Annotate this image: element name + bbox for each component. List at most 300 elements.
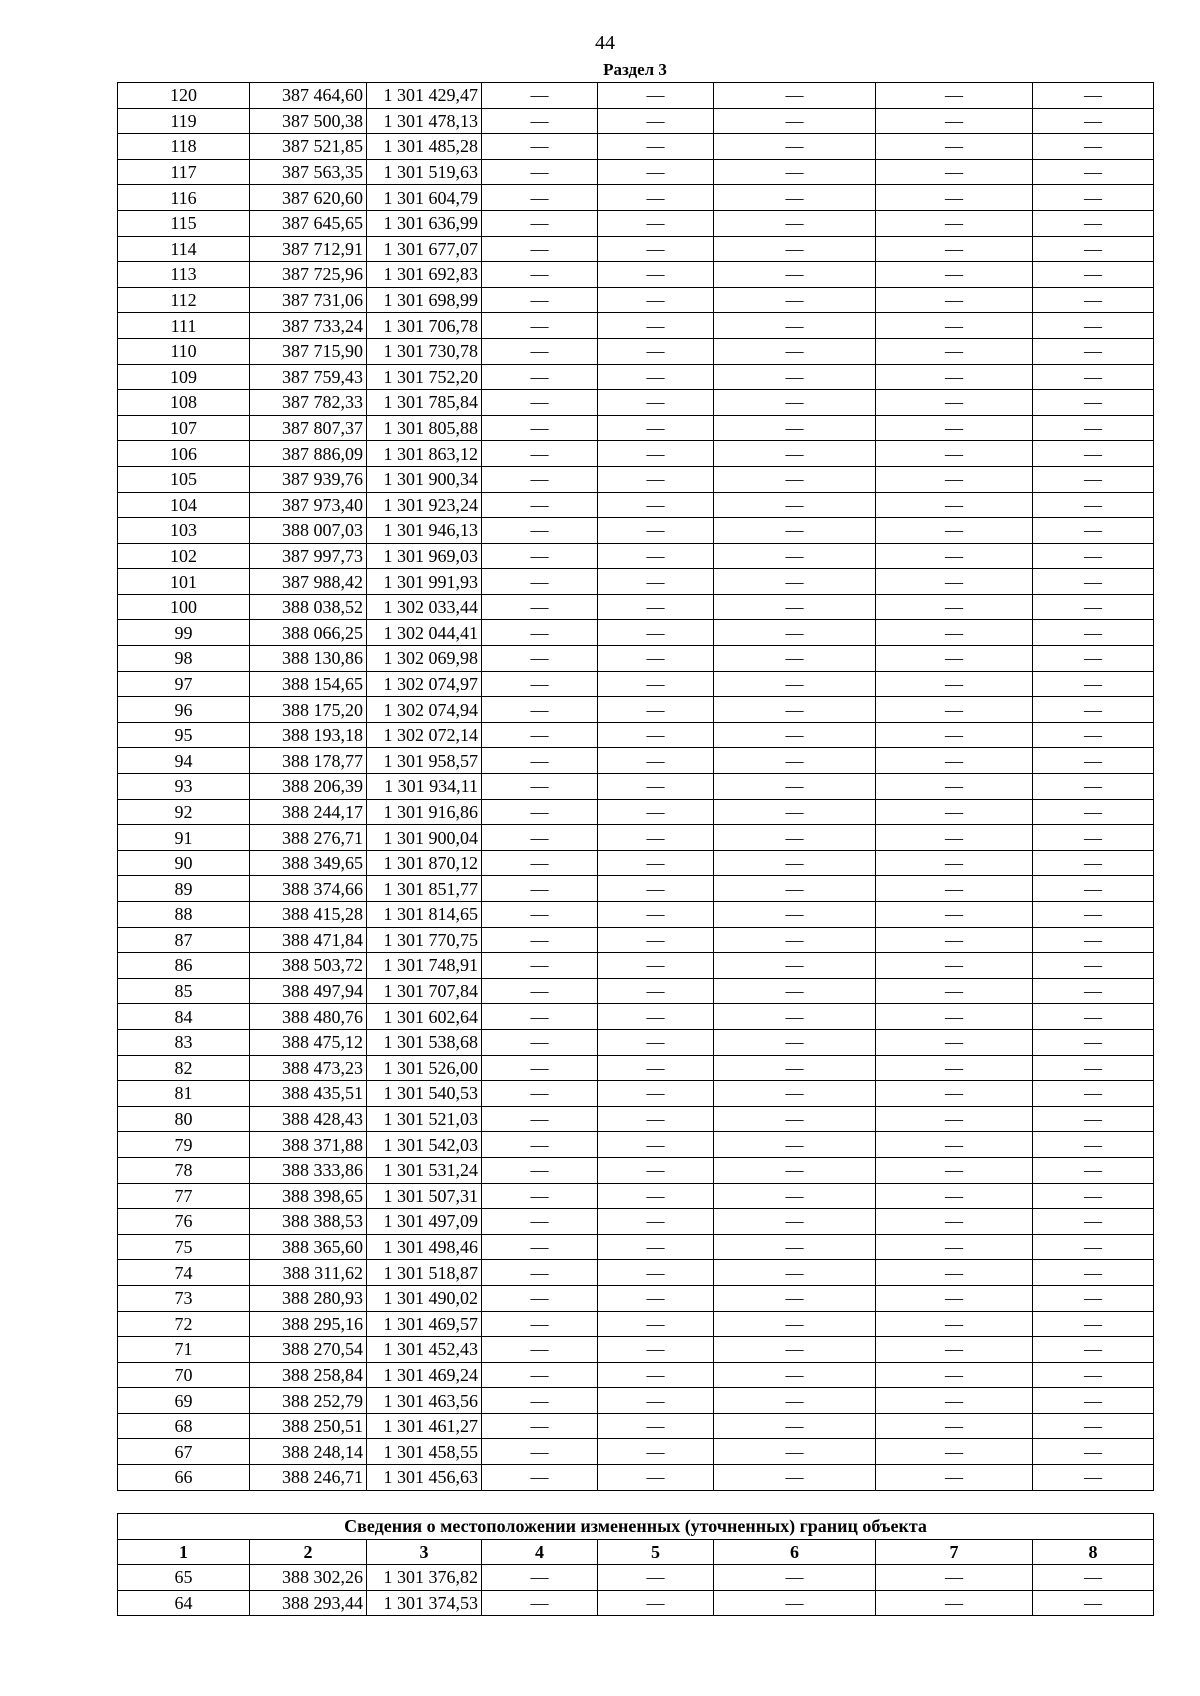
dash-cell: — bbox=[876, 799, 1033, 825]
dash-cell: — bbox=[598, 1183, 714, 1209]
table-row bbox=[118, 210, 1154, 236]
dash-cell: — bbox=[598, 1388, 714, 1414]
y-coordinate-cell: 1 301 991,93 bbox=[367, 569, 482, 595]
dash-cell: — bbox=[482, 620, 598, 646]
dash-cell: — bbox=[598, 313, 714, 339]
dash-cell: — bbox=[482, 1132, 598, 1158]
dash-cell: — bbox=[714, 543, 876, 569]
x-coordinate-cell: 388 497,94 bbox=[250, 978, 367, 1004]
y-coordinate-cell: 1 301 934,11 bbox=[367, 774, 482, 800]
dash-cell: — bbox=[876, 1183, 1033, 1209]
dash-cell: — bbox=[1033, 441, 1154, 467]
dash-cell: — bbox=[482, 1311, 598, 1337]
point-number-cell: 119 bbox=[118, 108, 250, 134]
dash-cell: — bbox=[598, 83, 714, 109]
dash-cell: — bbox=[598, 1565, 714, 1591]
dash-cell: — bbox=[598, 1004, 714, 1030]
point-number-cell: 91 bbox=[118, 825, 250, 851]
column-number-header: 7 bbox=[876, 1539, 1033, 1565]
point-number-cell: 78 bbox=[118, 1157, 250, 1183]
point-number-cell: 73 bbox=[118, 1285, 250, 1311]
dash-cell: — bbox=[598, 902, 714, 928]
y-coordinate-cell: 1 301 376,82 bbox=[367, 1565, 482, 1591]
x-coordinate-cell: 388 302,26 bbox=[250, 1565, 367, 1591]
dash-cell: — bbox=[598, 185, 714, 211]
dash-cell: — bbox=[482, 1362, 598, 1388]
table-row bbox=[118, 1029, 1154, 1055]
dash-cell: — bbox=[482, 492, 598, 518]
dash-cell: — bbox=[714, 1004, 876, 1030]
dash-cell: — bbox=[1033, 1260, 1154, 1286]
x-coordinate-cell: 388 206,39 bbox=[250, 774, 367, 800]
dash-cell: — bbox=[1033, 978, 1154, 1004]
x-coordinate-cell: 388 471,84 bbox=[250, 927, 367, 953]
dash-cell: — bbox=[714, 1311, 876, 1337]
y-coordinate-cell: 1 301 692,83 bbox=[367, 262, 482, 288]
dash-cell: — bbox=[482, 313, 598, 339]
point-number-cell: 89 bbox=[118, 876, 250, 902]
table-row bbox=[118, 364, 1154, 390]
table-row bbox=[118, 1106, 1154, 1132]
column-number-header: 6 bbox=[714, 1539, 876, 1565]
dash-cell: — bbox=[714, 441, 876, 467]
x-coordinate-cell: 388 388,53 bbox=[250, 1209, 367, 1235]
dash-cell: — bbox=[598, 1260, 714, 1286]
point-number-cell: 103 bbox=[118, 518, 250, 544]
dash-cell: — bbox=[876, 748, 1033, 774]
dash-cell: — bbox=[714, 774, 876, 800]
dash-cell: — bbox=[876, 1029, 1033, 1055]
table-row bbox=[118, 1337, 1154, 1363]
y-coordinate-cell: 1 301 785,84 bbox=[367, 390, 482, 416]
x-coordinate-cell: 388 038,52 bbox=[250, 594, 367, 620]
dash-cell: — bbox=[1033, 927, 1154, 953]
table-row bbox=[118, 646, 1154, 672]
dash-cell: — bbox=[482, 1004, 598, 1030]
point-number-cell: 110 bbox=[118, 338, 250, 364]
dash-cell: — bbox=[1033, 236, 1154, 262]
dash-cell: — bbox=[598, 1465, 714, 1491]
dash-cell: — bbox=[482, 1439, 598, 1465]
dash-cell: — bbox=[598, 620, 714, 646]
dash-cell: — bbox=[598, 876, 714, 902]
dash-cell: — bbox=[1033, 364, 1154, 390]
table-row bbox=[118, 1439, 1154, 1465]
point-number-cell: 104 bbox=[118, 492, 250, 518]
x-coordinate-cell: 388 374,66 bbox=[250, 876, 367, 902]
dash-cell: — bbox=[714, 492, 876, 518]
dash-cell: — bbox=[876, 287, 1033, 313]
dash-cell: — bbox=[876, 313, 1033, 339]
dash-cell: — bbox=[598, 1132, 714, 1158]
dash-cell: — bbox=[876, 569, 1033, 595]
dash-cell: — bbox=[876, 1004, 1033, 1030]
x-coordinate-cell: 387 715,90 bbox=[250, 338, 367, 364]
dash-cell: — bbox=[714, 1234, 876, 1260]
dash-cell: — bbox=[714, 825, 876, 851]
dash-cell: — bbox=[714, 671, 876, 697]
x-coordinate-cell: 388 250,51 bbox=[250, 1413, 367, 1439]
dash-cell: — bbox=[482, 1055, 598, 1081]
point-number-cell: 87 bbox=[118, 927, 250, 953]
point-number-cell: 75 bbox=[118, 1234, 250, 1260]
x-coordinate-cell: 387 807,37 bbox=[250, 415, 367, 441]
table-row bbox=[118, 441, 1154, 467]
dash-cell: — bbox=[876, 1311, 1033, 1337]
dash-cell: — bbox=[598, 594, 714, 620]
dash-cell: — bbox=[482, 185, 598, 211]
dash-cell: — bbox=[482, 1106, 598, 1132]
dash-cell: — bbox=[1033, 799, 1154, 825]
dash-cell: — bbox=[876, 927, 1033, 953]
x-coordinate-cell: 388 480,76 bbox=[250, 1004, 367, 1030]
x-coordinate-cell: 388 007,03 bbox=[250, 518, 367, 544]
x-coordinate-cell: 388 435,51 bbox=[250, 1081, 367, 1107]
dash-cell: — bbox=[876, 671, 1033, 697]
x-coordinate-cell: 387 733,24 bbox=[250, 313, 367, 339]
dash-cell: — bbox=[714, 1029, 876, 1055]
y-coordinate-cell: 1 301 602,64 bbox=[367, 1004, 482, 1030]
dash-cell: — bbox=[714, 83, 876, 109]
dash-cell: — bbox=[714, 799, 876, 825]
table-row bbox=[118, 134, 1154, 160]
table-row bbox=[118, 1209, 1154, 1235]
x-coordinate-cell: 388 246,71 bbox=[250, 1465, 367, 1491]
dash-cell: — bbox=[482, 1157, 598, 1183]
table-row bbox=[118, 1004, 1154, 1030]
table-row bbox=[118, 466, 1154, 492]
table-row bbox=[118, 620, 1154, 646]
dash-cell: — bbox=[482, 1260, 598, 1286]
dash-cell: — bbox=[598, 1106, 714, 1132]
point-number-cell: 94 bbox=[118, 748, 250, 774]
dash-cell: — bbox=[598, 415, 714, 441]
point-number-cell: 113 bbox=[118, 262, 250, 288]
x-coordinate-cell: 387 645,65 bbox=[250, 210, 367, 236]
dash-cell: — bbox=[482, 876, 598, 902]
y-coordinate-cell: 1 301 519,63 bbox=[367, 159, 482, 185]
y-coordinate-cell: 1 301 730,78 bbox=[367, 338, 482, 364]
dash-cell: — bbox=[482, 671, 598, 697]
dash-cell: — bbox=[598, 1413, 714, 1439]
dash-cell: — bbox=[598, 390, 714, 416]
point-number-cell: 84 bbox=[118, 1004, 250, 1030]
dash-cell: — bbox=[598, 1337, 714, 1363]
x-coordinate-cell: 388 475,12 bbox=[250, 1029, 367, 1055]
dash-cell: — bbox=[482, 1285, 598, 1311]
y-coordinate-cell: 1 301 497,09 bbox=[367, 1209, 482, 1235]
dash-cell: — bbox=[598, 1590, 714, 1616]
dash-cell: — bbox=[714, 953, 876, 979]
column-number-header: 1 bbox=[118, 1539, 250, 1565]
table-row bbox=[118, 518, 1154, 544]
dash-cell: — bbox=[714, 876, 876, 902]
table-row bbox=[118, 1285, 1154, 1311]
y-coordinate-cell: 1 301 814,65 bbox=[367, 902, 482, 928]
dash-cell: — bbox=[1033, 1132, 1154, 1158]
dash-cell: — bbox=[1033, 1311, 1154, 1337]
table-caption-row bbox=[118, 1514, 1154, 1540]
table-row bbox=[118, 236, 1154, 262]
y-coordinate-cell: 1 302 069,98 bbox=[367, 646, 482, 672]
dash-cell: — bbox=[598, 1209, 714, 1235]
point-number-cell: 85 bbox=[118, 978, 250, 1004]
dash-cell: — bbox=[598, 441, 714, 467]
table-row bbox=[118, 978, 1154, 1004]
dash-cell: — bbox=[598, 1157, 714, 1183]
dash-cell: — bbox=[482, 569, 598, 595]
dash-cell: — bbox=[1033, 338, 1154, 364]
table-row bbox=[118, 543, 1154, 569]
dash-cell: — bbox=[714, 620, 876, 646]
dash-cell: — bbox=[714, 1388, 876, 1414]
point-number-cell: 67 bbox=[118, 1439, 250, 1465]
dash-cell: — bbox=[876, 390, 1033, 416]
point-number-cell: 118 bbox=[118, 134, 250, 160]
dash-cell: — bbox=[598, 262, 714, 288]
dash-cell: — bbox=[1033, 1590, 1154, 1616]
y-coordinate-cell: 1 301 498,46 bbox=[367, 1234, 482, 1260]
dash-cell: — bbox=[482, 748, 598, 774]
table-row bbox=[118, 774, 1154, 800]
x-coordinate-cell: 387 988,42 bbox=[250, 569, 367, 595]
dash-cell: — bbox=[876, 1106, 1033, 1132]
dash-cell: — bbox=[1033, 1337, 1154, 1363]
dash-cell: — bbox=[1033, 697, 1154, 723]
dash-cell: — bbox=[482, 697, 598, 723]
dash-cell: — bbox=[714, 518, 876, 544]
y-coordinate-cell: 1 301 707,84 bbox=[367, 978, 482, 1004]
x-coordinate-cell: 388 252,79 bbox=[250, 1388, 367, 1414]
x-coordinate-cell: 388 258,84 bbox=[250, 1362, 367, 1388]
dash-cell: — bbox=[482, 390, 598, 416]
dash-cell: — bbox=[876, 210, 1033, 236]
y-coordinate-cell: 1 301 698,99 bbox=[367, 287, 482, 313]
dash-cell: — bbox=[1033, 83, 1154, 109]
point-number-cell: 102 bbox=[118, 543, 250, 569]
dash-cell: — bbox=[1033, 1388, 1154, 1414]
point-number-cell: 72 bbox=[118, 1311, 250, 1337]
dash-cell: — bbox=[876, 1439, 1033, 1465]
y-coordinate-cell: 1 301 636,99 bbox=[367, 210, 482, 236]
x-coordinate-cell: 387 464,60 bbox=[250, 83, 367, 109]
x-coordinate-cell: 388 371,88 bbox=[250, 1132, 367, 1158]
point-number-cell: 90 bbox=[118, 850, 250, 876]
dash-cell: — bbox=[1033, 210, 1154, 236]
x-coordinate-cell: 387 500,38 bbox=[250, 108, 367, 134]
dash-cell: — bbox=[482, 799, 598, 825]
dash-cell: — bbox=[598, 492, 714, 518]
dash-cell: — bbox=[598, 108, 714, 134]
dash-cell: — bbox=[598, 134, 714, 160]
x-coordinate-cell: 388 248,14 bbox=[250, 1439, 367, 1465]
dash-cell: — bbox=[482, 1413, 598, 1439]
dash-cell: — bbox=[482, 159, 598, 185]
dash-cell: — bbox=[1033, 1234, 1154, 1260]
dash-cell: — bbox=[714, 850, 876, 876]
point-number-cell: 97 bbox=[118, 671, 250, 697]
table-row bbox=[118, 850, 1154, 876]
dash-cell: — bbox=[714, 646, 876, 672]
dash-cell: — bbox=[1033, 185, 1154, 211]
dash-cell: — bbox=[482, 850, 598, 876]
dash-cell: — bbox=[1033, 262, 1154, 288]
dash-cell: — bbox=[482, 441, 598, 467]
y-coordinate-cell: 1 301 706,78 bbox=[367, 313, 482, 339]
dash-cell: — bbox=[598, 850, 714, 876]
table-row bbox=[118, 390, 1154, 416]
point-number-cell: 117 bbox=[118, 159, 250, 185]
dash-cell: — bbox=[598, 518, 714, 544]
x-coordinate-cell: 388 130,86 bbox=[250, 646, 367, 672]
point-number-cell: 95 bbox=[118, 722, 250, 748]
x-coordinate-cell: 387 620,60 bbox=[250, 185, 367, 211]
y-coordinate-cell: 1 302 033,44 bbox=[367, 594, 482, 620]
y-coordinate-cell: 1 301 485,28 bbox=[367, 134, 482, 160]
dash-cell: — bbox=[482, 722, 598, 748]
dash-cell: — bbox=[876, 850, 1033, 876]
table-row bbox=[118, 1260, 1154, 1286]
dash-cell: — bbox=[482, 1465, 598, 1491]
dash-cell: — bbox=[482, 364, 598, 390]
y-coordinate-cell: 1 301 863,12 bbox=[367, 441, 482, 467]
dash-cell: — bbox=[876, 774, 1033, 800]
table-row bbox=[118, 83, 1154, 109]
dash-cell: — bbox=[876, 466, 1033, 492]
point-number-cell: 112 bbox=[118, 287, 250, 313]
dash-cell: — bbox=[1033, 850, 1154, 876]
table-row bbox=[118, 1055, 1154, 1081]
y-coordinate-cell: 1 301 851,77 bbox=[367, 876, 482, 902]
y-coordinate-cell: 1 301 452,43 bbox=[367, 1337, 482, 1363]
table-row bbox=[118, 902, 1154, 928]
changed-boundaries-table bbox=[117, 1513, 1154, 1616]
dash-cell: — bbox=[1033, 1029, 1154, 1055]
dash-cell: — bbox=[876, 543, 1033, 569]
dash-cell: — bbox=[714, 262, 876, 288]
dash-cell: — bbox=[876, 364, 1033, 390]
y-coordinate-cell: 1 301 478,13 bbox=[367, 108, 482, 134]
dash-cell: — bbox=[1033, 108, 1154, 134]
dash-cell: — bbox=[876, 1055, 1033, 1081]
dash-cell: — bbox=[714, 697, 876, 723]
x-coordinate-cell: 387 563,35 bbox=[250, 159, 367, 185]
table-row bbox=[118, 722, 1154, 748]
dash-cell: — bbox=[598, 697, 714, 723]
dash-cell: — bbox=[876, 722, 1033, 748]
x-coordinate-cell: 387 973,40 bbox=[250, 492, 367, 518]
table-row bbox=[118, 927, 1154, 953]
dash-cell: — bbox=[876, 1388, 1033, 1414]
dash-cell: — bbox=[1033, 134, 1154, 160]
dash-cell: — bbox=[876, 441, 1033, 467]
dash-cell: — bbox=[876, 236, 1033, 262]
point-number-cell: 116 bbox=[118, 185, 250, 211]
point-number-cell: 64 bbox=[118, 1590, 250, 1616]
x-coordinate-cell: 388 293,44 bbox=[250, 1590, 367, 1616]
x-coordinate-cell: 388 473,23 bbox=[250, 1055, 367, 1081]
dash-cell: — bbox=[482, 594, 598, 620]
x-coordinate-cell: 388 175,20 bbox=[250, 697, 367, 723]
dash-cell: — bbox=[482, 902, 598, 928]
dash-cell: — bbox=[876, 1413, 1033, 1439]
dash-cell: — bbox=[714, 569, 876, 595]
x-coordinate-cell: 388 503,72 bbox=[250, 953, 367, 979]
x-coordinate-cell: 387 939,76 bbox=[250, 466, 367, 492]
dash-cell: — bbox=[598, 953, 714, 979]
dash-cell: — bbox=[714, 1465, 876, 1491]
dash-cell: — bbox=[482, 1029, 598, 1055]
dash-cell: — bbox=[876, 876, 1033, 902]
point-number-cell: 83 bbox=[118, 1029, 250, 1055]
x-coordinate-cell: 387 712,91 bbox=[250, 236, 367, 262]
dash-cell: — bbox=[1033, 876, 1154, 902]
dash-cell: — bbox=[598, 1029, 714, 1055]
dash-cell: — bbox=[1033, 1285, 1154, 1311]
y-coordinate-cell: 1 301 429,47 bbox=[367, 83, 482, 109]
dash-cell: — bbox=[598, 978, 714, 1004]
y-coordinate-cell: 1 301 923,24 bbox=[367, 492, 482, 518]
y-coordinate-cell: 1 301 969,03 bbox=[367, 543, 482, 569]
dash-cell: — bbox=[1033, 159, 1154, 185]
x-coordinate-cell: 388 270,54 bbox=[250, 1337, 367, 1363]
table-row bbox=[118, 1234, 1154, 1260]
x-coordinate-cell: 388 428,43 bbox=[250, 1106, 367, 1132]
y-coordinate-cell: 1 301 677,07 bbox=[367, 236, 482, 262]
dash-cell: — bbox=[714, 1439, 876, 1465]
dash-cell: — bbox=[1033, 543, 1154, 569]
column-number-header: 4 bbox=[482, 1539, 598, 1565]
table-row bbox=[118, 671, 1154, 697]
y-coordinate-cell: 1 301 958,57 bbox=[367, 748, 482, 774]
dash-cell: — bbox=[482, 543, 598, 569]
point-number-cell: 107 bbox=[118, 415, 250, 441]
dash-cell: — bbox=[876, 518, 1033, 544]
dash-cell: — bbox=[482, 825, 598, 851]
dash-cell: — bbox=[876, 953, 1033, 979]
dash-cell: — bbox=[482, 1081, 598, 1107]
y-coordinate-cell: 1 301 900,34 bbox=[367, 466, 482, 492]
dash-cell: — bbox=[714, 722, 876, 748]
table-row bbox=[118, 569, 1154, 595]
page-number: 44 bbox=[595, 32, 615, 54]
dash-cell: — bbox=[598, 1311, 714, 1337]
dash-cell: — bbox=[876, 1132, 1033, 1158]
dash-cell: — bbox=[1033, 466, 1154, 492]
dash-cell: — bbox=[598, 466, 714, 492]
dash-cell: — bbox=[1033, 1439, 1154, 1465]
dash-cell: — bbox=[714, 1132, 876, 1158]
dash-cell: — bbox=[876, 1565, 1033, 1591]
dash-cell: — bbox=[876, 1157, 1033, 1183]
dash-cell: — bbox=[598, 338, 714, 364]
dash-cell: — bbox=[714, 236, 876, 262]
dash-cell: — bbox=[482, 1209, 598, 1235]
dash-cell: — bbox=[876, 1465, 1033, 1491]
x-coordinate-cell: 387 725,96 bbox=[250, 262, 367, 288]
table-row bbox=[118, 262, 1154, 288]
table-row bbox=[118, 1465, 1154, 1491]
y-coordinate-cell: 1 301 604,79 bbox=[367, 185, 482, 211]
y-coordinate-cell: 1 301 770,75 bbox=[367, 927, 482, 953]
section-title: Раздел 3 bbox=[603, 60, 667, 79]
table-row bbox=[118, 1362, 1154, 1388]
table-row bbox=[118, 1081, 1154, 1107]
table-row bbox=[118, 1132, 1154, 1158]
dash-cell: — bbox=[1033, 1209, 1154, 1235]
x-coordinate-cell: 387 731,06 bbox=[250, 287, 367, 313]
dash-cell: — bbox=[876, 134, 1033, 160]
